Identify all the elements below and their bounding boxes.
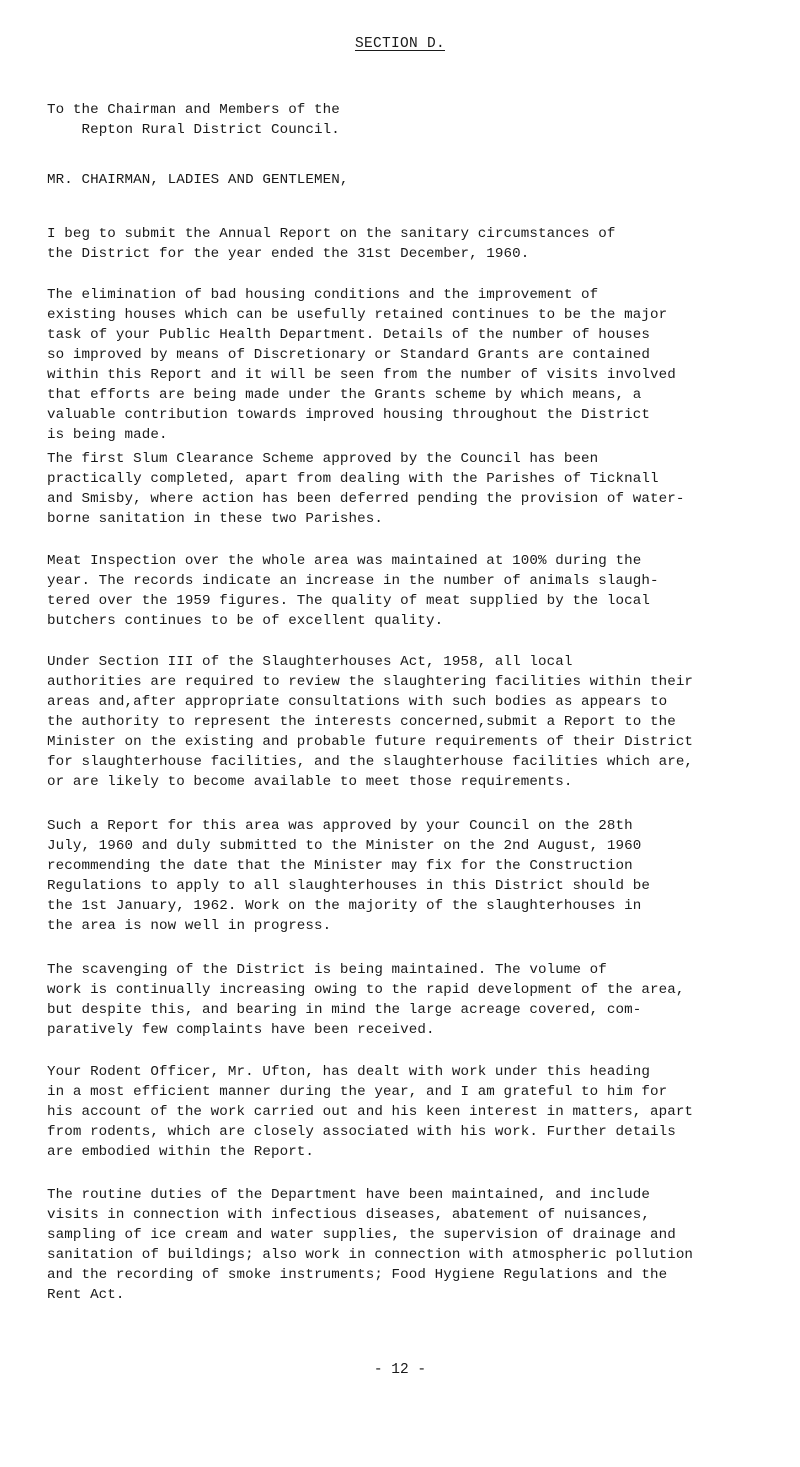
paragraph-intro: I beg to submit the Annual Report on the sanitary circumstances of the District for the year ended the 31st December, 1960. <box>47 226 616 262</box>
paragraph-report-approval: Such a Report for this area was approved by your Council on the 28th July, 1960 and duly submitted to the Minister on the 2nd August, 1960 recommending the date that the Minister may fix for the Construction Regulations to apply to all slaughterhouses in this District should be the 1st January, 1962. Work on the majority of the slaughterhouses in the area is now well in progress. <box>47 818 650 934</box>
page-number: - 12 - <box>373 1362 427 1378</box>
paragraph-meat-inspection: Meat Inspection over the whole area was maintained at 100% during the year. The records indicate an increase in the number of animals slaugh- tered over the 1959 figures. The quality of meat supplied by the local butchers continues to be of excellent quality. <box>47 553 659 629</box>
paragraph-routine-duties: The routine duties of the Department have been maintained, and include visits in connection with infectious diseases, abatement of nuisances, sampling of ice cream and water supplies, the supervision of drainage and sanitation of buildings; also work in connection with atmospheric pollution and the recording of smoke instruments; Food Hygiene Regulations and the Rent Act. <box>47 1187 694 1303</box>
paragraph-slaughterhouses-act: Under Section III of the Slaughterhouses Act, 1958, all local authorities are required to review the slaughtering facilities within their areas and,after appropriate consultations with such bodies as appears to the authority to represent the interests concerned,submit a Report to the Minister on the existing and probable future requirements of their District for slaughterhouse facilities, and the slaughterhouse facilities which are, or are likely to become available to meet those requirements. <box>47 654 694 790</box>
paragraph-housing: The elimination of bad housing conditions and the improvement of existing houses which can be usefully retained continues to be the major task of your Public Health Department. Details of the number of houses so improved by means of Discretionary or Standard Grants are contained within this Report and it will be seen from the number of visits involved that efforts are being made under the Grants scheme by which means, a valuable contribution towards improved housing throughout the District is being made. <box>47 287 676 443</box>
paragraph-rodent-officer: Your Rodent Officer, Mr. Ufton, has dealt with work under this heading in a most efficient manner during the year, and I am grateful to him for his account of the work carried out and his keen interest in matters, apart from rodents, which are closely associated with his work. Further details are embodied within the Report. <box>47 1064 694 1160</box>
salutation: MR. CHAIRMAN, LADIES AND GENTLEMEN, <box>47 172 349 188</box>
section-heading <box>0 36 800 52</box>
paragraph-scavenging: The scavenging of the District is being maintained. The volume of work is continually increasing owing to the rapid development of the area, but despite this, and bearing in mind the large acreage covered, com- paratively few complaints have been received. <box>47 962 685 1038</box>
section-heading-text: SECTION D. <box>354 36 445 52</box>
paragraph-slum-clearance: The first Slum Clearance Scheme approved by the Council has been practically completed, apart from dealing with the Parishes of Ticknall and Smisby, where action has been deferred pending the provision of water- borne sanitation in these two Parishes. <box>47 451 685 527</box>
address-block: To the Chairman and Members of the Repton Rural District Council. <box>47 102 340 138</box>
